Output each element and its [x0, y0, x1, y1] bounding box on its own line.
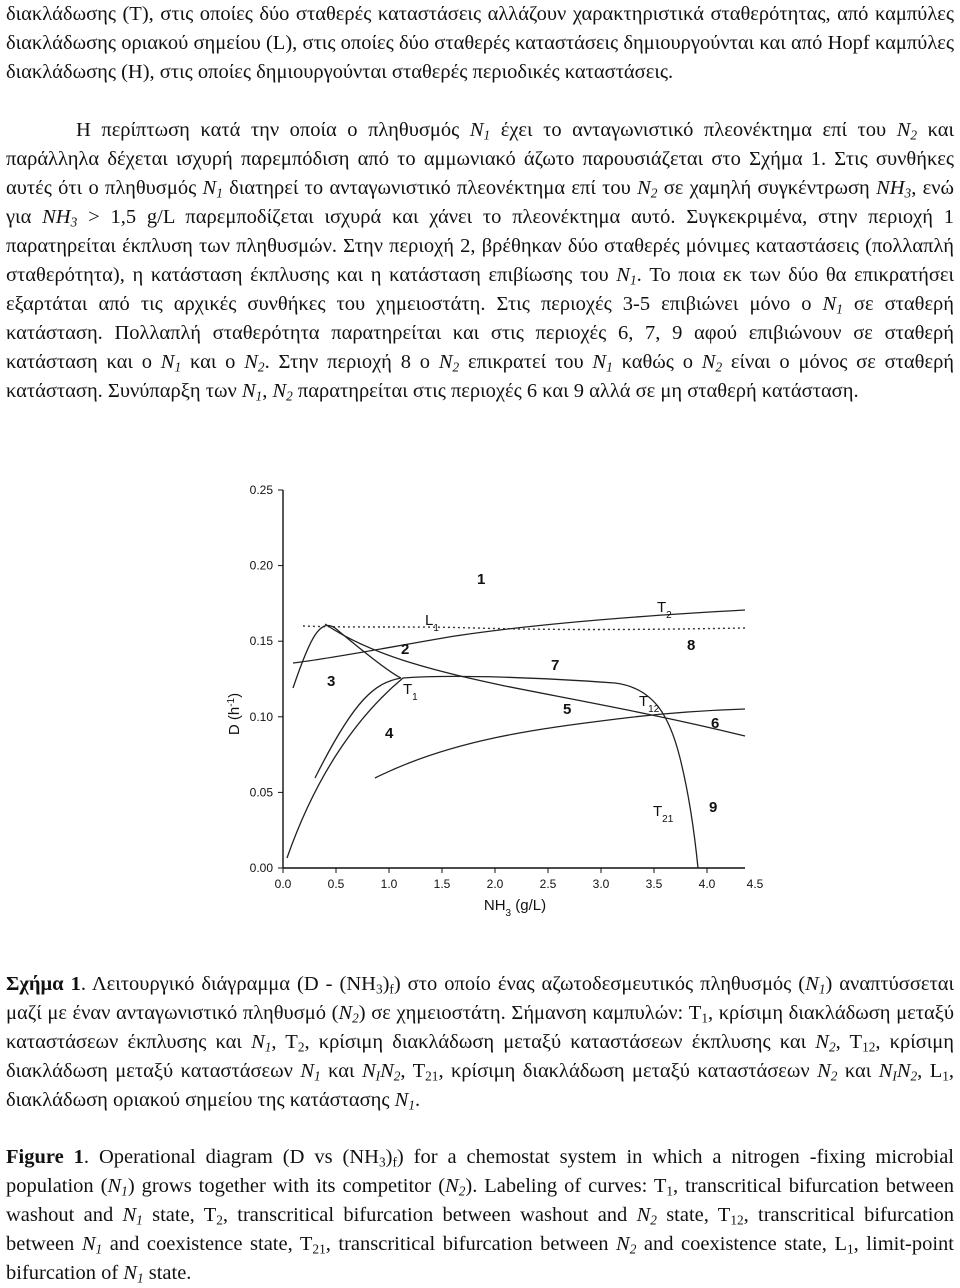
- x-tick-label: 3.0: [592, 877, 610, 891]
- caption-seg: .: [414, 1089, 421, 1111]
- caption-seg: , transcritical bifurcation between washout and: [6, 1175, 954, 1226]
- caption-seg: ) for a chemostat system in which a nitrogen -fixing microbial population (: [6, 1146, 954, 1197]
- caption-seg: , transcritical bifurcation between washout and: [222, 1204, 637, 1226]
- y-tick-label: 0.20: [249, 558, 273, 573]
- var-n2: $N_2$: [244, 351, 265, 375]
- var-n2: $N_2$: [896, 119, 918, 143]
- caption-seg: , L: [917, 1060, 943, 1082]
- caption-seg: , κρίσιμη διακλάδωση μεταξύ καταστάσεων: [6, 1031, 954, 1082]
- caption-seg: state, T: [656, 1204, 731, 1226]
- x-tick-label: 0.5: [327, 877, 345, 891]
- caption-seg: ) grows together with its competitor (: [127, 1175, 446, 1197]
- caption-seg: , limit-point bifurcation of: [6, 1233, 955, 1284]
- region-label: 8: [687, 637, 696, 654]
- paragraph-2: [6, 116, 954, 406]
- caption-seg: , T: [835, 1031, 863, 1053]
- var-n1: $N_1$: [616, 264, 637, 288]
- p2-seg: . Το ποια εκ των δύο θα επικρατήσει εξαρτάται από τις αρχικές συνθήκες του χημειοστάτη. Στις περιοχές 3-5 επιβιώνει μόνο ο: [6, 264, 954, 315]
- y-ticks: [250, 483, 283, 875]
- caption-seg: . Λειτουργικό διάγραμμα (D - (NH: [80, 973, 376, 995]
- curve-t21: [375, 709, 745, 778]
- x-tick-label: 4.0: [698, 877, 716, 891]
- caption-seg: , transcritical bifurcation between: [6, 1204, 955, 1255]
- figure-caption-greek: Σχήμα 1. Λειτουργικό διάγραμμα $(D - (NH_3)_f)$ στο οποίο ένας αζωτοδεσμευτικός πληθυσμός $(N_1)$ αναπτύσσεται μαζί με έναν ανταγωνιστικό πληθυσμό $(N_2)$ σε χημειοστάτη. Σήμανση καμπυλών: $T_1$, κρίσιμη διακλάδωση μεταξύ καταστάσεων έκπλυσης και $N_1$, $T_2$, κρίσιμη διακλάδωση μεταξύ καταστάσεων έκπλυσης και $N_2$, $T_{12}$, κρίσιμη διακλάδωση μεταξύ καταστάσεων $N_1$ και $N_IN_2$, $T_{21}$, κρίσιμη διακλάδωση μεταξύ καταστάσεων $N_2$ και $N_IN_2$, $L_1$, διακλάδωση οριακού σημείου της κατάστασης $N_1$.: [6, 973, 955, 1113]
- region-label: 7: [551, 657, 560, 674]
- caption-seg: , διακλάδωση οριακού σημείου της κατάστασης: [6, 1060, 955, 1111]
- x-tick-label: 0.0: [274, 877, 292, 891]
- p2-seg: . Στην περιοχή 8 ο: [264, 351, 439, 373]
- p2-seg: ,: [262, 380, 273, 402]
- y-axis-label: D $(h^{-1})$: [225, 692, 243, 736]
- x-tick-label: 2.5: [539, 877, 557, 891]
- p2-seg: παρατηρείται στις περιοχές 6 και 9 αλλά σε μη σταθερή κατάσταση.: [292, 380, 859, 402]
- x-ticks: [275, 868, 764, 891]
- var-n2: $N_2$: [438, 351, 460, 375]
- caption-seg: , κρίσιμη διακλάδωση μεταξύ καταστάσεων έκπλυσης και: [6, 1002, 954, 1053]
- x-tick-label: 1.0: [380, 877, 398, 891]
- caption-seg: ). Labeling of curves: T: [465, 1175, 667, 1197]
- caption-seg: , κρίσιμη διακλάδωση μεταξύ καταστάσεων έκπλυσης και: [304, 1031, 816, 1053]
- p2-seg: και παράλληλα δέχεται ισχυρή παρεμπόδιση από το αμμωνιακό άζωτο παρουσιάζεται στο Σχήμα 1. Στις συνθήκες αυτές ότι ο πληθυσμός: [6, 119, 954, 199]
- curve-t2: [293, 610, 745, 663]
- caption-english-label: Figure 1: [6, 1146, 84, 1168]
- p2-seg: διατηρεί το ανταγωνιστικό πλεονέκτημα επί του: [222, 177, 638, 199]
- caption-seg: and coexistence state, T: [102, 1233, 313, 1255]
- var-n1: $N_1$: [160, 351, 182, 375]
- figure-caption-english: Figure 1. Operational diagram (D vs $(NH_3)_f$) for a chemostat system in which a nitrogen -fixing microbial population $(N_1)$ grows together with its competitor $(N_2)$. Labeling of curves: $T_1$, transcritical bifurcation between washout and $N_1$ state, $T_2$, transcritical bifurcation between washout and $N_2$ state, $T_{12}$, transcritical bifurcation between $N_1$ and coexistence state, $T_{21}$, transcritical bifurcation between $N_2$ and coexistence state, $L_1$, limit-point bifurcation of $N_1$ state.: [6, 1146, 955, 1286]
- region-label: 9: [709, 799, 718, 816]
- operational-diagram-svg: [215, 478, 775, 918]
- p2-seg: επικρατεί του: [459, 351, 593, 373]
- caption-seg: , κρίσιμη διακλάδωση μεταξύ καταστάσεων: [438, 1060, 818, 1082]
- caption-seg: ) σε χημειοστάτη. Σήμανση καμπυλών: T: [358, 1002, 702, 1024]
- x-tick-label: 3.5: [645, 877, 663, 891]
- var-n1: $N_1$: [469, 119, 491, 143]
- var-n1: $N_1$: [592, 351, 613, 375]
- curve-label-t21: $T_{21}$: [653, 803, 674, 825]
- var-n2: $N_2$: [701, 351, 723, 375]
- y-tick-label: 0.00: [249, 861, 273, 875]
- caption-seg: ) αναπτύσσεται μαζί με έναν ανταγωνιστικό πληθυσμό (: [6, 973, 954, 1024]
- y-tick-label: 0.25: [249, 483, 273, 497]
- curve-label-t12: $T_{12}$: [639, 693, 660, 715]
- var-n2: $N_2$: [272, 380, 293, 404]
- caption-seg: state.: [143, 1262, 192, 1284]
- p2-seg: > 1,5 g/L παρεμποδίζεται ισχυρά και χάνει το πλεονέκτημα αυτό. Συγκεκριμένα, στην περιοχή 1 παρατηρείται έκπλυση των πληθυσμών. Στην περιοχή 2, βρέθηκαν δύο σταθερές μόνιμες καταστάσεις (πολλαπλή σταθερότητα), η κατάσταση έκπλυσης και η κατάσταση επιβίωσης του: [6, 206, 954, 286]
- caption-seg: , T: [400, 1060, 426, 1082]
- x-tick-label: 1.5: [433, 877, 451, 891]
- region-label: 5: [563, 701, 572, 718]
- curve-t12: [325, 624, 745, 736]
- paragraph-1-text: διακλάδωσης (T), στις οποίες δύο σταθερές καταστάσεις αλλάζουν χαρακτηριστικά σταθερότητας, από καμπύλες διακλάδωσης οριακού σημείου (L), στις οποίες δύο σταθερές καταστάσεις δημιουργούνται και από Hopf καμπύλες διακλάδωσης (H), στις οποίες δημιουργούνται σταθερές περιοδικές καταστάσεις.: [6, 3, 954, 83]
- curve-label-l1: $L_1$: [425, 612, 439, 634]
- region-label: 2: [401, 641, 410, 658]
- caption-seg: . Operational diagram (D vs (NH: [83, 1146, 379, 1168]
- region-label: 6: [711, 715, 720, 732]
- caption-seg: και: [320, 1060, 362, 1082]
- paragraph-1: [6, 0, 954, 87]
- y-tick-label: 0.05: [249, 785, 273, 800]
- p2-seg: σε σταθερή κατάσταση. Πολλαπλή σταθερότητα παρατηρείται και στις περιοχές 6, 7, 9 αφού επιβιώνουν σε σταθερή κατάσταση και ο: [6, 293, 955, 373]
- caption-seg: state, T: [142, 1204, 217, 1226]
- var-nh3: $NH_3$: [42, 206, 78, 230]
- caption-seg: και: [837, 1060, 879, 1082]
- operational-diagram-figure: [215, 478, 775, 918]
- region-label: 4: [385, 725, 394, 742]
- x-tick-label: 4.5: [746, 877, 764, 891]
- p2-seg: είναι ο μόνος σε σταθερή κατάσταση. Συνύπαρξη των: [6, 351, 955, 402]
- y-tick-label: 0.10: [249, 709, 273, 724]
- x-tick-label: 2.0: [486, 877, 504, 891]
- p2-seg: , ενώ για: [6, 177, 954, 228]
- var-n2: $N_2$: [637, 177, 658, 201]
- region-label: 3: [327, 673, 336, 690]
- caption-greek-label: Σχήμα 1: [6, 973, 81, 995]
- var-n1: $N_1$: [241, 380, 263, 404]
- var-nh3: $NH_3$: [876, 177, 912, 201]
- caption-seg: and coexistence state, L: [636, 1233, 847, 1255]
- curve-label-t2: $T_2$: [657, 599, 672, 621]
- y-tick-label: 0.15: [249, 634, 273, 649]
- p2-seg: σε χαμηλή συγκέντρωση: [657, 177, 877, 199]
- var-n1: $N_1$: [822, 293, 843, 317]
- region-label: 1: [477, 571, 486, 588]
- curve-hump: [287, 676, 698, 868]
- curve-label-t1: $T_1$: [403, 681, 418, 703]
- caption-seg: ) στο οποίο ένας αζωτοδεσμευτικός πληθυσμός (: [393, 973, 806, 995]
- p2-seg: καθώς ο: [612, 351, 702, 373]
- caption-seg: , T: [271, 1031, 298, 1053]
- p2-seg: έχει το ανταγωνιστικό πλεονέκτημα επί του: [490, 119, 897, 141]
- x-axis-label: $NH_3$ (g/L): [483, 897, 547, 918]
- curve-t1: [293, 626, 401, 689]
- p2-seg: και ο: [181, 351, 245, 373]
- caption-seg: , transcritical bifurcation between: [325, 1233, 617, 1255]
- var-n1: $N_1$: [202, 177, 223, 201]
- p2-seg: Η περίπτωση κατά την οποία ο πληθυσμός: [76, 119, 470, 141]
